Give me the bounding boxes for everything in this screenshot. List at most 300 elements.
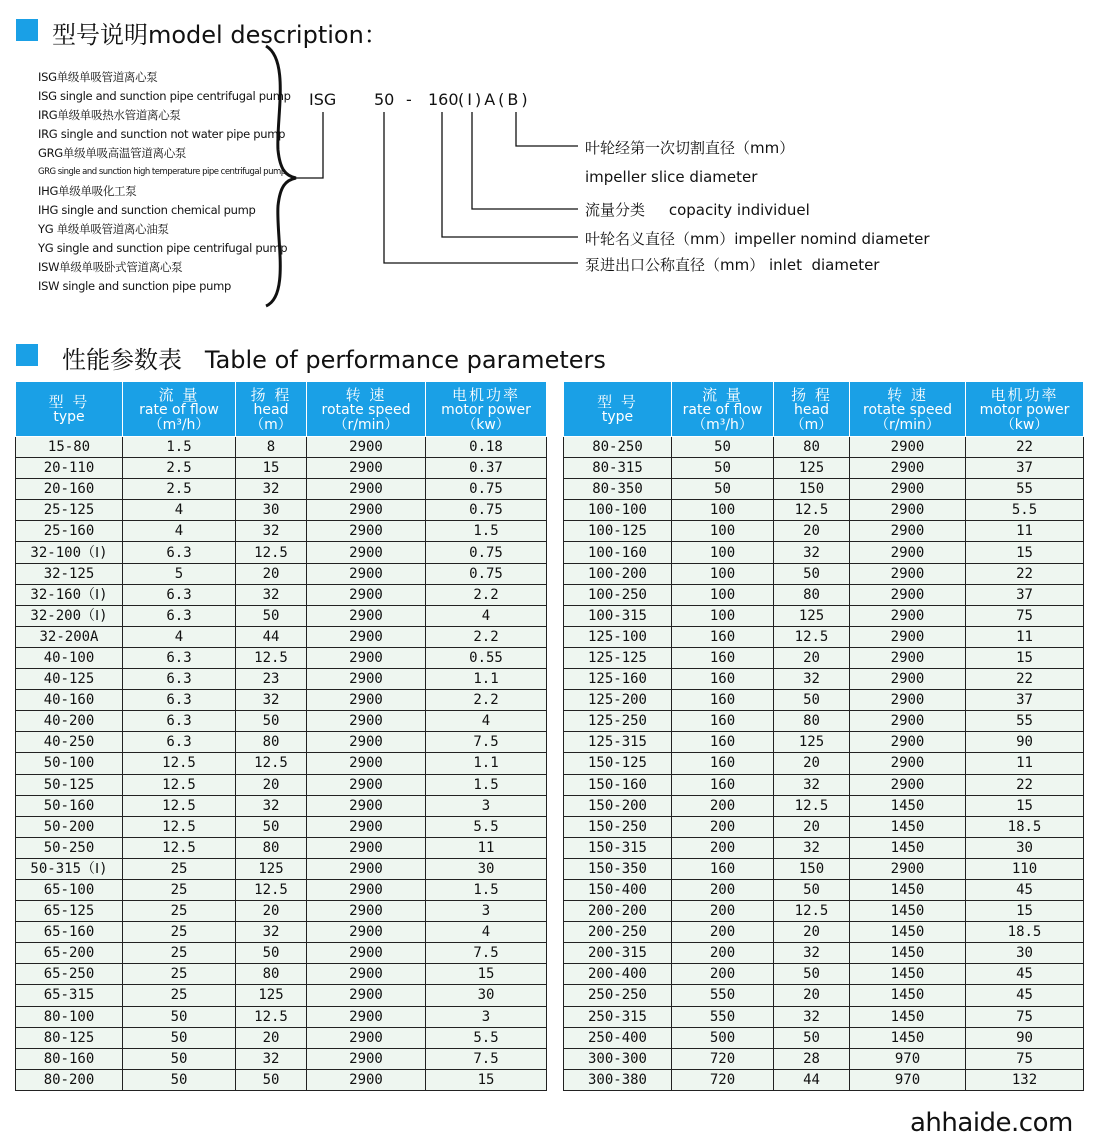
table-row — [16, 711, 547, 732]
cell-flow: 500 — [672, 1027, 774, 1048]
table-row — [16, 901, 547, 922]
cell-type: 200-250 — [564, 922, 672, 943]
cell-flow: 12.5 — [123, 753, 236, 774]
cell-flow: 100 — [672, 584, 774, 605]
code-dash: - — [406, 90, 412, 109]
cell-speed: 2900 — [307, 879, 426, 900]
cell-head: 15 — [236, 458, 307, 479]
cell-head: 12.5 — [236, 1006, 307, 1027]
cell-speed: 2900 — [307, 563, 426, 584]
cell-flow: 2.5 — [123, 479, 236, 500]
explanation-slice-en: impeller slice diameter — [585, 168, 758, 186]
cell-speed: 2900 — [307, 669, 426, 690]
cell-type: 25-125 — [16, 500, 123, 521]
cell-speed: 2900 — [850, 479, 966, 500]
cell-flow: 1.5 — [123, 437, 236, 458]
table-row — [16, 584, 547, 605]
header-flow: 流 量 rate of flow （m³/h） — [672, 382, 774, 437]
cell-head: 12.5 — [774, 500, 850, 521]
table-row — [16, 922, 547, 943]
cell-power: 22 — [966, 563, 1084, 584]
cell-power: 11 — [966, 521, 1084, 542]
code-inlet: 50 — [374, 90, 395, 109]
table-row — [564, 774, 1084, 795]
cell-type: 150-200 — [564, 795, 672, 816]
code-suffix: (Ⅰ)A(B) — [458, 90, 531, 109]
cell-type: 40-100 — [16, 647, 123, 668]
cell-flow: 50 — [123, 1048, 236, 1069]
cell-head: 32 — [236, 922, 307, 943]
table-row — [564, 584, 1084, 605]
cell-head: 32 — [774, 774, 850, 795]
cell-flow: 100 — [672, 521, 774, 542]
cell-speed: 2900 — [307, 584, 426, 605]
cell-type: 40-125 — [16, 669, 123, 690]
cell-type: 100-100 — [564, 500, 672, 521]
table-row — [16, 542, 547, 563]
series-item: YG 单级单吸管道离心油泵 — [38, 222, 169, 236]
cell-power: 0.75 — [426, 542, 547, 563]
cell-flow: 200 — [672, 795, 774, 816]
cell-flow: 6.3 — [123, 690, 236, 711]
cell-speed: 2900 — [307, 922, 426, 943]
series-item: ISG单级单吸管道离心泵 — [38, 70, 158, 84]
cell-head: 20 — [774, 647, 850, 668]
header-power: 电机功率 motor power （kw） — [426, 382, 547, 437]
cell-head: 20 — [236, 563, 307, 584]
cell-speed: 2900 — [307, 1048, 426, 1069]
cell-flow: 6.3 — [123, 711, 236, 732]
cell-speed: 1450 — [850, 985, 966, 1006]
cell-type: 50-315（Ⅰ) — [16, 858, 123, 879]
cell-type: 32-200A — [16, 626, 123, 647]
cell-flow: 200 — [672, 816, 774, 837]
cell-type: 65-100 — [16, 879, 123, 900]
table-row — [564, 1069, 1084, 1090]
cell-head: 125 — [236, 985, 307, 1006]
series-item: GRG单级单吸高温管道离心泵 — [38, 146, 187, 160]
cell-flow: 6.3 — [123, 605, 236, 626]
cell-head: 80 — [774, 711, 850, 732]
cell-power: 1.5 — [426, 879, 547, 900]
table-row — [564, 437, 1084, 458]
explanation-slice-zh: 叶轮经第一次切割直径（mm） — [585, 139, 795, 157]
cell-type: 250-315 — [564, 1006, 672, 1027]
cell-flow: 2.5 — [123, 458, 236, 479]
cell-type: 80-350 — [564, 479, 672, 500]
cell-speed: 1450 — [850, 795, 966, 816]
cell-power: 7.5 — [426, 1048, 547, 1069]
connector-lines — [0, 0, 1099, 320]
table-row — [16, 837, 547, 858]
cell-power: 22 — [966, 669, 1084, 690]
cell-head: 32 — [774, 542, 850, 563]
cell-speed: 2900 — [850, 500, 966, 521]
cell-flow: 12.5 — [123, 795, 236, 816]
cell-flow: 100 — [672, 542, 774, 563]
cell-type: 65-250 — [16, 964, 123, 985]
cell-speed: 2900 — [850, 521, 966, 542]
table-row — [564, 858, 1084, 879]
cell-speed: 2900 — [307, 1006, 426, 1027]
cell-flow: 160 — [672, 753, 774, 774]
cell-head: 44 — [774, 1069, 850, 1090]
table-row — [16, 858, 547, 879]
cell-power: 0.37 — [426, 458, 547, 479]
cell-flow: 100 — [672, 605, 774, 626]
series-item: IRG单级单吸热水管道离心泵 — [38, 108, 181, 122]
cell-flow: 160 — [672, 647, 774, 668]
cell-type: 150-315 — [564, 837, 672, 858]
header-speed: 转 速 rotate speed （r/min） — [850, 382, 966, 437]
cell-head: 20 — [774, 753, 850, 774]
cell-head: 23 — [236, 669, 307, 690]
table-row — [16, 479, 547, 500]
cell-flow: 25 — [123, 901, 236, 922]
table-row — [564, 626, 1084, 647]
table-row — [16, 795, 547, 816]
cell-speed: 1450 — [850, 901, 966, 922]
cell-flow: 25 — [123, 879, 236, 900]
cell-speed: 1450 — [850, 943, 966, 964]
cell-speed: 2900 — [307, 711, 426, 732]
table-row — [564, 943, 1084, 964]
connector-line-capacity — [472, 112, 578, 209]
cell-speed: 2900 — [850, 626, 966, 647]
cell-power: 75 — [966, 1006, 1084, 1027]
cell-type: 125-100 — [564, 626, 672, 647]
cell-flow: 50 — [123, 1069, 236, 1090]
cell-power: 22 — [966, 774, 1084, 795]
table-row — [564, 500, 1084, 521]
cell-head: 8 — [236, 437, 307, 458]
cell-type: 32-125 — [16, 563, 123, 584]
cell-speed: 2900 — [307, 985, 426, 1006]
cell-power: 15 — [966, 901, 1084, 922]
cell-power: 1.1 — [426, 753, 547, 774]
cell-type: 32-160（Ⅰ) — [16, 584, 123, 605]
cell-power: 45 — [966, 985, 1084, 1006]
cell-power: 7.5 — [426, 732, 547, 753]
explanation-inlet: 泵进出口公称直径（mm） inlet diameter — [585, 256, 880, 274]
cell-power: 11 — [966, 753, 1084, 774]
series-item: ISW单级单吸卧式管道离心泵 — [38, 260, 183, 274]
cell-speed: 2900 — [850, 647, 966, 668]
cell-flow: 4 — [123, 626, 236, 647]
cell-head: 12.5 — [236, 753, 307, 774]
cell-type: 50-200 — [16, 816, 123, 837]
table-row — [564, 964, 1084, 985]
cell-type: 100-160 — [564, 542, 672, 563]
table-row — [564, 605, 1084, 626]
cell-head: 30 — [236, 500, 307, 521]
cell-power: 15 — [966, 647, 1084, 668]
table-row — [564, 922, 1084, 943]
cell-head: 32 — [236, 690, 307, 711]
cell-speed: 2900 — [307, 858, 426, 879]
cell-type: 40-200 — [16, 711, 123, 732]
cell-head: 125 — [774, 605, 850, 626]
cell-power: 7.5 — [426, 943, 547, 964]
cell-power: 2.2 — [426, 584, 547, 605]
table-row — [564, 753, 1084, 774]
cell-power: 15 — [966, 795, 1084, 816]
cell-power: 75 — [966, 605, 1084, 626]
header-type: 型 号 type — [564, 382, 672, 437]
cell-power: 3 — [426, 1006, 547, 1027]
cell-head: 80 — [236, 732, 307, 753]
cell-flow: 160 — [672, 626, 774, 647]
cell-type: 50-160 — [16, 795, 123, 816]
cell-speed: 2900 — [307, 732, 426, 753]
cell-flow: 200 — [672, 901, 774, 922]
cell-flow: 25 — [123, 985, 236, 1006]
cell-flow: 25 — [123, 964, 236, 985]
performance-table-right — [563, 381, 1084, 1091]
cell-power: 30 — [426, 858, 547, 879]
cell-type: 80-100 — [16, 1006, 123, 1027]
cell-power: 0.75 — [426, 479, 547, 500]
cell-flow: 50 — [123, 1006, 236, 1027]
cell-head: 20 — [774, 816, 850, 837]
cell-flow: 160 — [672, 690, 774, 711]
cell-type: 250-400 — [564, 1027, 672, 1048]
connector-line-inlet — [384, 112, 578, 263]
cell-head: 50 — [236, 943, 307, 964]
cell-speed: 1450 — [850, 1027, 966, 1048]
cell-head: 50 — [774, 690, 850, 711]
series-item: YG single and sunction pipe centrifugal pump — [38, 241, 288, 255]
table-row — [16, 1006, 547, 1027]
cell-speed: 2900 — [307, 437, 426, 458]
table-row — [16, 500, 547, 521]
cell-power: 4 — [426, 605, 547, 626]
cell-flow: 200 — [672, 837, 774, 858]
cell-power: 45 — [966, 879, 1084, 900]
cell-head: 44 — [236, 626, 307, 647]
cell-type: 65-200 — [16, 943, 123, 964]
cell-power: 15 — [426, 964, 547, 985]
cell-flow: 6.3 — [123, 669, 236, 690]
table-body-left — [16, 437, 547, 1091]
brace-shape — [266, 46, 296, 306]
cell-flow: 200 — [672, 943, 774, 964]
cell-type: 100-315 — [564, 605, 672, 626]
cell-power: 30 — [966, 943, 1084, 964]
cell-power: 37 — [966, 584, 1084, 605]
cell-type: 80-160 — [16, 1048, 123, 1069]
section-marker-icon — [16, 344, 38, 366]
cell-flow: 6.3 — [123, 584, 236, 605]
cell-type: 50-250 — [16, 837, 123, 858]
cell-type: 300-380 — [564, 1069, 672, 1090]
cell-speed: 2900 — [850, 458, 966, 479]
table-row — [564, 479, 1084, 500]
table-row — [564, 1027, 1084, 1048]
table-row — [564, 690, 1084, 711]
table-row — [564, 837, 1084, 858]
table-row — [564, 901, 1084, 922]
cell-power: 15 — [426, 1069, 547, 1090]
table-row — [16, 774, 547, 795]
connector-line-impeller — [442, 112, 578, 237]
cell-power: 55 — [966, 711, 1084, 732]
cell-speed: 2900 — [850, 774, 966, 795]
cell-speed: 2900 — [307, 647, 426, 668]
cell-power: 15 — [966, 542, 1084, 563]
code-impeller: 160 — [428, 90, 459, 109]
cell-type: 150-160 — [564, 774, 672, 795]
cell-head: 20 — [236, 901, 307, 922]
cell-head: 20 — [774, 985, 850, 1006]
cell-type: 65-160 — [16, 922, 123, 943]
cell-type: 65-125 — [16, 901, 123, 922]
cell-head: 32 — [774, 943, 850, 964]
cell-head: 32 — [774, 837, 850, 858]
cell-head: 150 — [774, 479, 850, 500]
cell-flow: 160 — [672, 669, 774, 690]
cell-speed: 1450 — [850, 816, 966, 837]
cell-type: 80-200 — [16, 1069, 123, 1090]
cell-type: 125-315 — [564, 732, 672, 753]
cell-power: 30 — [966, 837, 1084, 858]
cell-head: 12.5 — [774, 795, 850, 816]
cell-speed: 2900 — [307, 626, 426, 647]
cell-head: 50 — [774, 1027, 850, 1048]
cell-head: 32 — [236, 521, 307, 542]
table-row — [16, 1048, 547, 1069]
series-item: IRG single and sunction not water pipe pump — [38, 127, 286, 141]
cell-head: 12.5 — [774, 626, 850, 647]
cell-power: 4 — [426, 922, 547, 943]
table-row — [564, 669, 1084, 690]
watermark: ahhaide.com — [910, 1108, 1073, 1138]
cell-head: 28 — [774, 1048, 850, 1069]
table-row — [564, 542, 1084, 563]
cell-head: 80 — [236, 837, 307, 858]
cell-speed: 1450 — [850, 837, 966, 858]
cell-power: 22 — [966, 437, 1084, 458]
header-head: 扬 程 head （m） — [236, 382, 307, 437]
cell-speed: 2900 — [850, 732, 966, 753]
cell-speed: 1450 — [850, 964, 966, 985]
cell-type: 32-100（Ⅰ) — [16, 542, 123, 563]
cell-speed: 2900 — [307, 753, 426, 774]
table-row — [564, 458, 1084, 479]
cell-power: 4 — [426, 711, 547, 732]
series-item: ISW single and sunction pipe pump — [38, 279, 232, 293]
cell-speed: 2900 — [850, 858, 966, 879]
table-row — [16, 732, 547, 753]
cell-power: 5.5 — [426, 1027, 547, 1048]
cell-head: 32 — [774, 1006, 850, 1027]
cell-head: 12.5 — [236, 879, 307, 900]
header-flow: 流 量 rate of flow （m³/h） — [123, 382, 236, 437]
cell-power: 2.2 — [426, 626, 547, 647]
table-row — [16, 563, 547, 584]
header-type: 型 号 type — [16, 382, 123, 437]
cell-flow: 25 — [123, 943, 236, 964]
cell-power: 2.2 — [426, 690, 547, 711]
cell-power: 37 — [966, 690, 1084, 711]
cell-speed: 1450 — [850, 879, 966, 900]
connector-line-slice — [516, 112, 578, 146]
cell-speed: 2900 — [307, 795, 426, 816]
table-row — [16, 669, 547, 690]
cell-head: 50 — [236, 605, 307, 626]
cell-flow: 6.3 — [123, 647, 236, 668]
cell-flow: 12.5 — [123, 816, 236, 837]
cell-power: 0.18 — [426, 437, 547, 458]
section-title-model: 型号说明model description： — [52, 21, 388, 49]
cell-flow: 160 — [672, 732, 774, 753]
table-row — [564, 879, 1084, 900]
header-speed: 转 速 rotate speed （r/min） — [307, 382, 426, 437]
cell-flow: 12.5 — [123, 774, 236, 795]
cell-speed: 2900 — [307, 542, 426, 563]
cell-head: 32 — [236, 795, 307, 816]
cell-head: 50 — [236, 1069, 307, 1090]
cell-flow: 50 — [672, 437, 774, 458]
table-row — [16, 985, 547, 1006]
cell-head: 125 — [774, 732, 850, 753]
cell-flow: 160 — [672, 858, 774, 879]
cell-type: 125-125 — [564, 647, 672, 668]
cell-head: 80 — [774, 437, 850, 458]
cell-type: 150-250 — [564, 816, 672, 837]
code-series: ISG — [309, 90, 337, 109]
cell-flow: 6.3 — [123, 542, 236, 563]
cell-flow: 720 — [672, 1048, 774, 1069]
cell-power: 18.5 — [966, 922, 1084, 943]
cell-speed: 2900 — [850, 669, 966, 690]
table-body-right — [564, 437, 1084, 1091]
cell-speed: 1450 — [850, 1006, 966, 1027]
cell-power: 55 — [966, 479, 1084, 500]
table-row — [16, 964, 547, 985]
cell-type: 300-300 — [564, 1048, 672, 1069]
cell-type: 200-315 — [564, 943, 672, 964]
table-row — [564, 795, 1084, 816]
cell-power: 0.75 — [426, 500, 547, 521]
cell-type: 20-110 — [16, 458, 123, 479]
table-row — [564, 521, 1084, 542]
cell-head: 50 — [774, 879, 850, 900]
cell-flow: 50 — [672, 458, 774, 479]
section-title-table: 性能参数表 Table of performance parameters — [62, 346, 606, 374]
cell-head: 12.5 — [236, 542, 307, 563]
cell-type: 80-315 — [564, 458, 672, 479]
cell-power: 75 — [966, 1048, 1084, 1069]
table-row — [564, 563, 1084, 584]
table-row — [16, 647, 547, 668]
series-item: GRG single and sunction high temperature pipe centrifugal pump — [38, 167, 286, 177]
table-row — [16, 753, 547, 774]
table-row — [16, 458, 547, 479]
cell-type: 200-200 — [564, 901, 672, 922]
cell-speed: 970 — [850, 1048, 966, 1069]
cell-flow: 25 — [123, 922, 236, 943]
cell-type: 150-400 — [564, 879, 672, 900]
cell-head: 125 — [236, 858, 307, 879]
cell-flow: 6.3 — [123, 732, 236, 753]
cell-head: 80 — [774, 584, 850, 605]
cell-type: 80-125 — [16, 1027, 123, 1048]
cell-flow: 50 — [123, 1027, 236, 1048]
cell-speed: 2900 — [307, 816, 426, 837]
cell-flow: 100 — [672, 563, 774, 584]
cell-flow: 12.5 — [123, 837, 236, 858]
